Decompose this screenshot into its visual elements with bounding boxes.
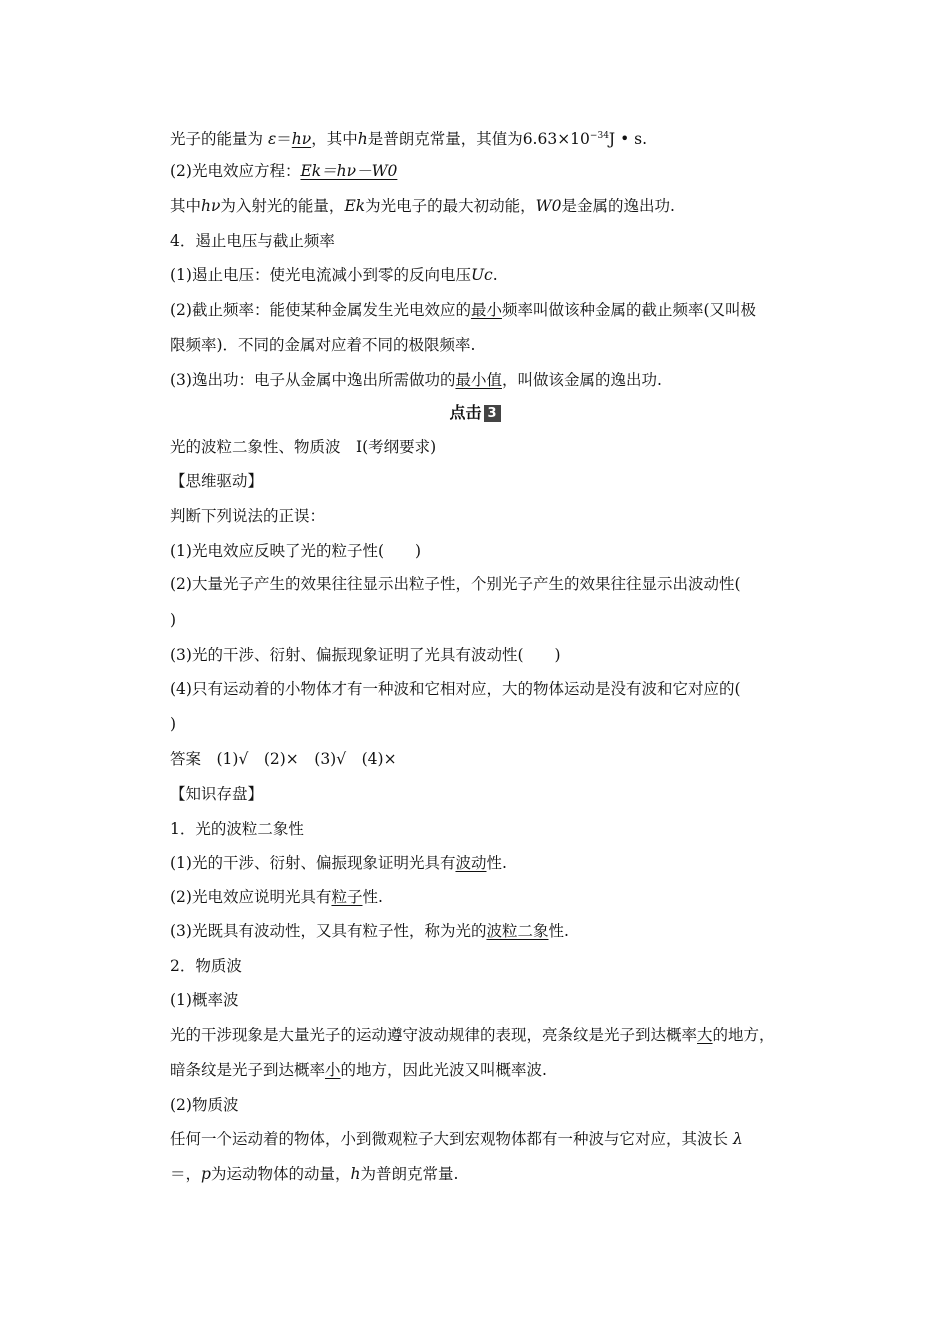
blank-duality: 波粒二象	[486, 922, 549, 940]
blank-minimum-value: 最小值	[455, 371, 502, 389]
blank-wave: 波动	[455, 854, 487, 872]
statement-4-cont: )	[170, 715, 177, 733]
statement-2: (2)大量光子产生的效果往往显示出粒子性，个别光子产生的效果往往显示出波动性(	[170, 575, 741, 593]
blank-equation: Ek＝hν－W0	[300, 162, 398, 180]
heading-matter-wave: 2．物质波	[170, 957, 242, 975]
blank-minimum: 最小	[470, 301, 502, 319]
statement-2-cont: )	[170, 611, 177, 629]
stopping-voltage-line: (1)遏止电压：使光电流减小到零的反向电压Uc.	[170, 266, 498, 284]
statement-4: (4)只有运动着的小物体才有一种波和它相对应，大的物体运动是没有波和它对应的(	[170, 680, 741, 698]
heading-knowledge: 【知识存盘】	[170, 785, 264, 803]
probability-wave-line: 光的干涉现象是大量光子的运动遵守波动规律的表现，亮条纹是光子到达概率大的地方，	[170, 1026, 775, 1044]
blank-hv: hν	[291, 130, 312, 148]
statement-1: (1)光电效应反映了光的粒子性( )	[170, 542, 422, 560]
heading-matter-wave-sub: (2)物质波	[170, 1096, 239, 1114]
probability-wave-line-2: 暗条纹是光子到达概率小的地方，因此光波又叫概率波.	[170, 1061, 547, 1079]
section-header: 点击 3	[0, 400, 950, 423]
matter-wave-line: 任何一个运动着的物体，小到微观粒子大到宏观物体都有一种波与它对应，其波长 λ	[170, 1130, 743, 1148]
section-number-badge: 3	[484, 405, 501, 422]
cutoff-frequency-line-2: 限频率)．不同的金属对应着不同的极限频率.	[170, 336, 476, 354]
heading-probability-wave: (1)概率波	[170, 991, 239, 1009]
wave-nature-line: (1)光的干涉、衍射、偏振现象证明光具有波动性.	[170, 854, 507, 872]
judge-instruction: 判断下列说法的正误：	[170, 507, 326, 525]
duality-line: (3)光既具有波动性，又具有粒子性，称为光的波粒二象性.	[170, 922, 569, 940]
blank-large: 大	[697, 1026, 713, 1044]
equation-explanation: 其中hν为入射光的能量，Ek为光电子的最大初动能，W0是金属的逸出功.	[170, 197, 675, 215]
heading-stopping-voltage: 4．遏止电压与截止频率	[170, 232, 335, 250]
work-function-line: (3)逸出功：电子从金属中逸出所需做功的最小值，叫做该金属的逸出功.	[170, 371, 662, 389]
statement-3: (3)光的干涉、衍射、偏振现象证明了光具有波动性( )	[170, 646, 561, 664]
cutoff-frequency-line: (2)截止频率：能使某种金属发生光电效应的最小频率叫做该种金属的截止频率(又叫极	[170, 301, 757, 319]
heading-thinking: 【思维驱动】	[170, 472, 264, 490]
topic-title: 光的波粒二象性、物质波 Ⅰ(考纲要求)	[170, 438, 437, 456]
heading-wave-particle: 1．光的波粒二象性	[170, 820, 304, 838]
photon-energy-line: 光子的能量为 ε＝hν，其中h是普朗克常量，其值为$6.63\times 10^{-34}J$ • s.	[170, 130, 648, 148]
matter-wave-line-2: ＝，p为运动物体的动量，h为普朗克常量.	[170, 1165, 459, 1183]
blank-small: 小	[325, 1061, 341, 1079]
blank-particle: 粒子	[331, 888, 363, 906]
particle-nature-line: (2)光电效应说明光具有粒子性.	[170, 888, 383, 906]
photoelectric-equation: (2)光电效应方程：Ek＝hν－W0	[170, 162, 398, 180]
answer-line: 答案 (1)√ (2)× (3)√ (4)×	[170, 750, 397, 768]
